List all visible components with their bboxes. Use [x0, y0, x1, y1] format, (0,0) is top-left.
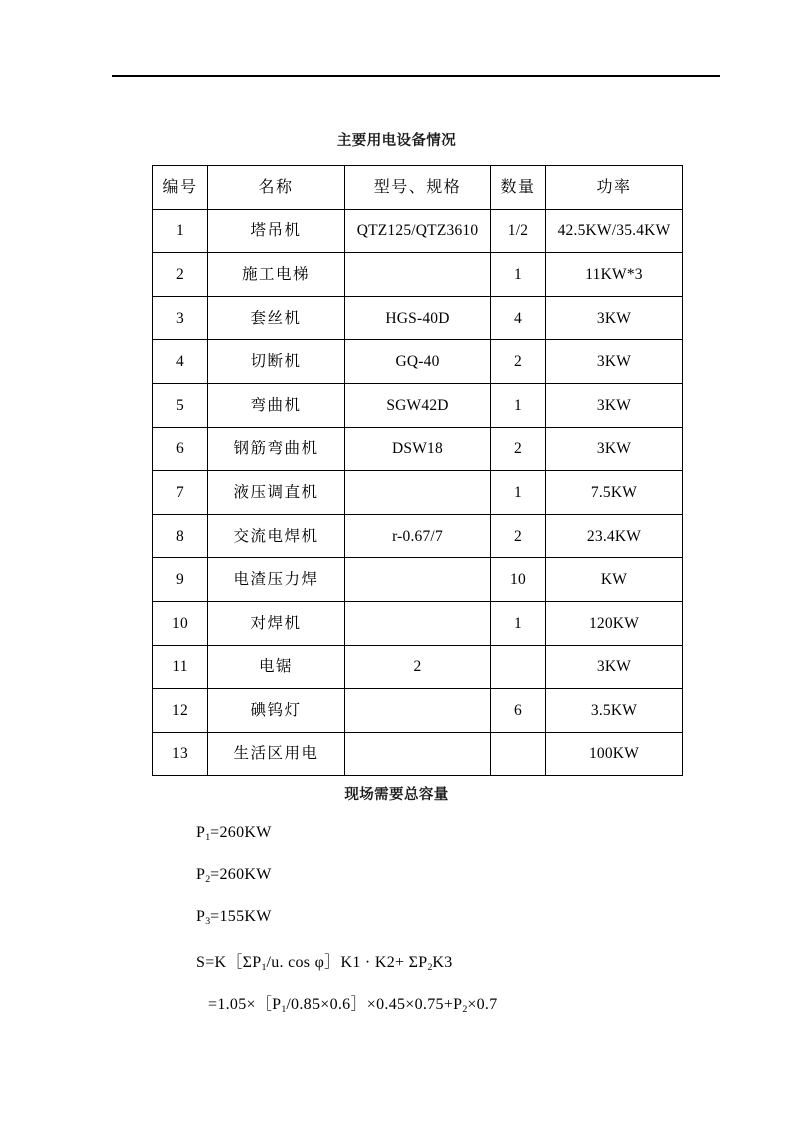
cell-power: KW [546, 558, 683, 602]
formula-p1-value: =260KW [210, 824, 272, 841]
cell-name: 碘钨灯 [208, 689, 345, 733]
cell-name: 钢筋弯曲机 [208, 427, 345, 471]
cell-qty: 1 [491, 253, 546, 297]
formula-apparent-power [196, 949, 453, 973]
cell-spec [345, 558, 491, 602]
table-row [153, 253, 683, 297]
cell-no: 10 [153, 601, 208, 645]
cell-qty [491, 645, 546, 689]
formula-p2-value: =260KW [210, 866, 272, 883]
formula-apparent-power-result [208, 991, 498, 1015]
cell-no: 1 [153, 209, 208, 253]
cell-power: 42.5KW/35.4KW [546, 209, 683, 253]
table-row [153, 296, 683, 340]
table-header-no: 编号 [153, 166, 208, 210]
cell-name: 施工电梯 [208, 253, 345, 297]
formula-result-part-a: =1.05×［P [208, 996, 282, 1013]
table-row [153, 732, 683, 776]
cell-power: 100KW [546, 732, 683, 776]
formula-p3 [196, 908, 272, 927]
cell-qty: 2 [491, 514, 546, 558]
cell-no: 8 [153, 514, 208, 558]
table-row [153, 340, 683, 384]
formula-p1-symbol: P [196, 824, 206, 841]
cell-name: 电锯 [208, 645, 345, 689]
cell-power: 120KW [546, 601, 683, 645]
table-header-qty: 数量 [491, 166, 546, 210]
cell-power: 3KW [546, 383, 683, 427]
cell-spec: 2 [345, 645, 491, 689]
formula-s-part-a: S=K［ΣP [196, 954, 262, 971]
formula-result-part-b: /0.85×0.6］×0.45×0.75+P [286, 996, 463, 1013]
formula-p3-subscript: 3 [205, 915, 211, 927]
cell-spec: r-0.67/7 [345, 514, 491, 558]
formula-p1-subscript: 1 [205, 831, 211, 843]
cell-qty: 1 [491, 471, 546, 515]
cell-spec [345, 689, 491, 733]
cell-name: 弯曲机 [208, 383, 345, 427]
cell-qty: 4 [491, 296, 546, 340]
cell-qty: 6 [491, 689, 546, 733]
page-title-capacity: 现场需要总容量 [344, 787, 449, 803]
cell-no: 4 [153, 340, 208, 384]
header-divider-rule [112, 75, 720, 77]
cell-power: 3.5KW [546, 689, 683, 733]
table-row [153, 471, 683, 515]
formula-s-part-b: /u. cos φ］K1 · K2+ ΣP [266, 954, 428, 971]
cell-name: 生活区用电 [208, 732, 345, 776]
formula-s-subscript-1: 1 [261, 961, 267, 973]
formula-s-part-c: K3 [432, 954, 453, 971]
table-row [153, 689, 683, 733]
table-row [153, 558, 683, 602]
cell-power: 7.5KW [546, 471, 683, 515]
cell-qty: 2 [491, 427, 546, 471]
formula-p2-symbol: P [196, 866, 206, 883]
cell-no: 3 [153, 296, 208, 340]
table-header-row [153, 166, 683, 210]
formula-s-subscript-2: 2 [427, 961, 433, 973]
formula-p3-symbol: P [196, 908, 206, 925]
table-header-spec: 型号、规格 [345, 166, 491, 210]
cell-name: 切断机 [208, 340, 345, 384]
cell-no: 11 [153, 645, 208, 689]
cell-name: 电渣压力焊 [208, 558, 345, 602]
cell-no: 9 [153, 558, 208, 602]
cell-no: 5 [153, 383, 208, 427]
cell-power: 3KW [546, 645, 683, 689]
cell-spec [345, 471, 491, 515]
formula-result-part-c: ×0.7 [467, 996, 498, 1013]
table-row [153, 601, 683, 645]
cell-name: 塔吊机 [208, 209, 345, 253]
cell-qty: 2 [491, 340, 546, 384]
table-body [153, 209, 683, 776]
table-row [153, 383, 683, 427]
formula-result-subscript-2: 2 [462, 1003, 468, 1015]
cell-qty [491, 732, 546, 776]
cell-spec [345, 253, 491, 297]
cell-no: 2 [153, 253, 208, 297]
formula-p3-value: =155KW [210, 908, 272, 925]
table-header-name: 名称 [208, 166, 345, 210]
cell-no: 13 [153, 732, 208, 776]
cell-spec [345, 601, 491, 645]
cell-name: 交流电焊机 [208, 514, 345, 558]
cell-power: 11KW*3 [546, 253, 683, 297]
cell-qty: 10 [491, 558, 546, 602]
cell-qty: 1/2 [491, 209, 546, 253]
cell-name: 液压调直机 [208, 471, 345, 515]
cell-spec: HGS-40D [345, 296, 491, 340]
cell-power: 3KW [546, 296, 683, 340]
cell-no: 12 [153, 689, 208, 733]
cell-spec [345, 732, 491, 776]
table-header-power: 功率 [546, 166, 683, 210]
cell-spec: DSW18 [345, 427, 491, 471]
formula-p1 [196, 824, 272, 843]
cell-power: 3KW [546, 427, 683, 471]
formula-result-subscript-1: 1 [281, 1003, 287, 1015]
cell-qty: 1 [491, 601, 546, 645]
cell-spec: QTZ125/QTZ3610 [345, 209, 491, 253]
cell-qty: 1 [491, 383, 546, 427]
cell-power: 23.4KW [546, 514, 683, 558]
equipment-table [152, 165, 683, 776]
formula-p2-subscript: 2 [205, 873, 211, 885]
cell-no: 6 [153, 427, 208, 471]
cell-spec: SGW42D [345, 383, 491, 427]
cell-name: 套丝机 [208, 296, 345, 340]
table-row [153, 645, 683, 689]
cell-power: 3KW [546, 340, 683, 384]
cell-name: 对焊机 [208, 601, 345, 645]
cell-spec: GQ-40 [345, 340, 491, 384]
table-row [153, 427, 683, 471]
table-row [153, 209, 683, 253]
page-title-equipment: 主要用电设备情况 [336, 133, 457, 149]
table-row [153, 514, 683, 558]
cell-no: 7 [153, 471, 208, 515]
formula-p2 [196, 866, 272, 885]
